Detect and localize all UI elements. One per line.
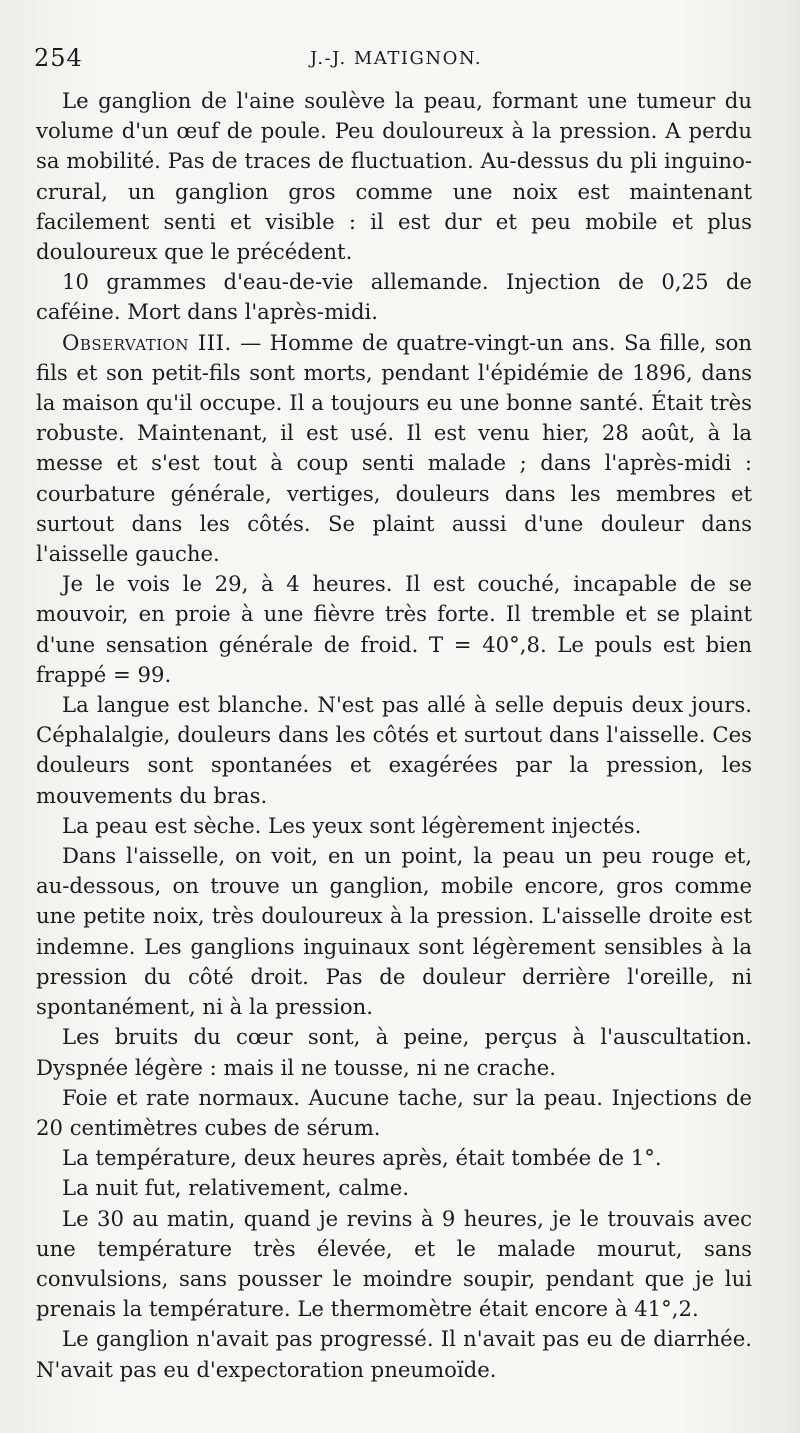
paragraph-deces: Le 30 au matin, quand je revins à 9 heures, je le trouvais avec une température très élevée, et le malade mourut, sans convulsions, sans pousser le moindre soupir, pendant que je lui prenais la température. Le thermomètre était encore à 41°,2. (36, 1205, 752, 1322)
paragraph-nuit: La nuit fut, relativement, calme. (62, 1175, 409, 1201)
body-text (36, 86, 752, 1385)
observation-heading: Observation III. (62, 329, 232, 355)
paragraph-aisselle: Dans l'aisselle, on voit, en un point, la peau un peu rouge et, au-dessous, on trouve un ganglion, mobile encore, gros comme une petite noix, très douloureux à la pression. L'aisselle droite est indemne. Les ganglions inguinaux sont légèrement sensibles à la pression du côté droit. Pas de douleur derrière l'oreille, ni spontanément, ni à la pression. (36, 843, 752, 1020)
page-header (34, 44, 774, 78)
paragraph-peau: La peau est sèche. Les yeux sont légèrement injectés. (62, 812, 642, 838)
paragraph-conclusion: Le ganglion n'avait pas progressé. Il n'avait pas eu de diarrhée. N'avait pas eu d'expectoration pneumoïde. (36, 1326, 752, 1382)
page-number: 254 (34, 44, 83, 72)
paragraph-langue: La langue est blanche. N'est pas allé à selle depuis deux jours. Céphalalgie, douleurs dans les côtés et surtout dans l'aisselle. Ces douleurs sont spontanées et exagérées par la pression, les mouvements du bras. (36, 692, 752, 808)
paragraph-observation-iii (36, 328, 752, 570)
paragraph-ganglion-aine: Le ganglion de l'aine soulève la peau, formant une tumeur du volume d'un œuf de poule. Peu douloureux à la pression. A perdu sa mobilité. Pas de traces de fluctuation. Au-dessus du pli inguino-crural, un ganglion gros comme une noix est maintenant facilement senti et visible : il est dur et peu mobile et plus douloureux que le précédent. (36, 88, 752, 265)
paragraph-foie: Foie et rate normaux. Aucune tache, sur la peau. Injections de 20 centimètres cubes de sérum. (36, 1084, 752, 1140)
paragraph-treatment: 10 grammes d'eau-de-vie allemande. Injection de 0,25 de caféine. Mort dans l'après-midi. (36, 269, 752, 325)
paragraph-visit: Je le vois le 29, à 4 heures. Il est couché, incapable de se mouvoir, en proie à une fièvre très forte. Il tremble et se plaint d'une sensation générale de froid. T = 40°,8. Le pouls est bien frappé = 99. (36, 571, 752, 687)
observation-text: Homme de quatre-vingt-un ans. Sa fille, son fils et son petit-fils sont morts, pendant l'épidémie de 1896, dans la maison qu'il occupe. Il a toujours eu une bonne santé. Était très robuste. Maintenant, il est usé. Il est venu hier, 28 août, à la messe et s'est tout à coup senti malade ; dans l'après-midi : courbature générale, vertiges, douleurs dans les membres et surtout dans les côtés. Se plaint aussi d'une douleur dans l'aisselle gauche. (36, 329, 752, 567)
paragraph-temperature: La température, deux heures après, était tombée de 1°. (62, 1145, 662, 1171)
paragraph-coeur: Les bruits du cœur sont, à peine, perçus à l'auscultation. Dyspnée légère : mais il ne tousse, ni ne crache. (36, 1024, 752, 1080)
observation-dash: — (231, 329, 270, 355)
running-head: J.-J. MATIGNON. (310, 48, 483, 69)
